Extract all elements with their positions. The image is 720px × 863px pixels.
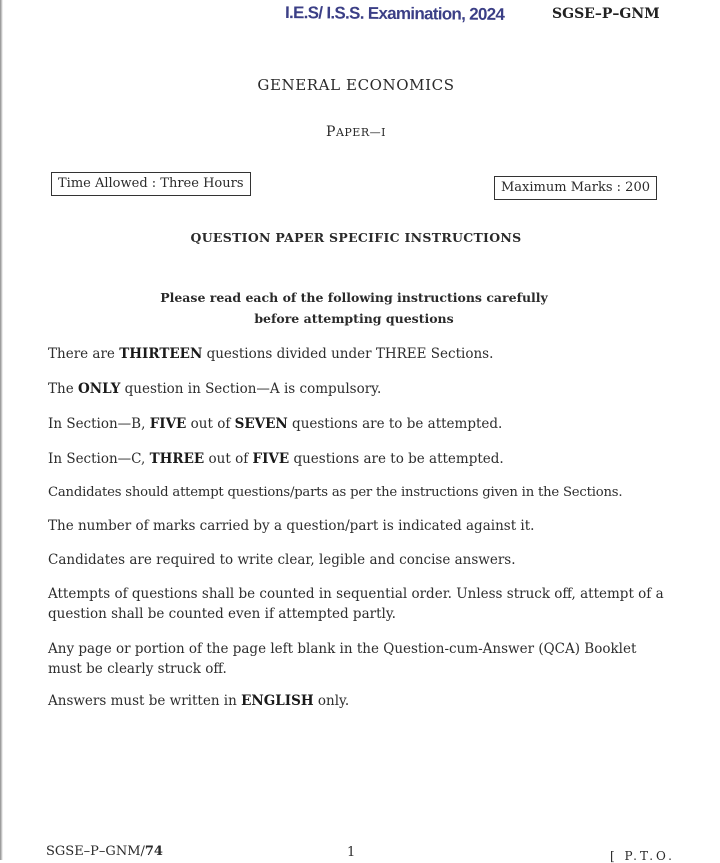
instruction-6 xyxy=(48,516,668,536)
instruction-text: Attempts of questions shall be counted in sequential order. Unless struck off, attempt of a question shall be counted even if attempted partly. xyxy=(48,586,664,622)
exam-stamp: I.E.S/ I.S.S. Examination, 2024 xyxy=(284,3,505,24)
instruction-emphasis: ENGLISH xyxy=(241,693,314,709)
instruction-text: out of xyxy=(204,451,253,467)
instruction-3 xyxy=(48,414,668,434)
instruction-text: The number of marks carried by a question/part is indicated against it. xyxy=(48,518,535,534)
please-read-line-2: before attempting questions xyxy=(254,311,454,326)
subject-title: GENERAL ECONOMICS xyxy=(257,76,455,94)
instruction-text: Any page or portion of the page left blank in the Question-cum-Answer (QCA) Booklet must be clearly struck off. xyxy=(48,641,637,677)
instruction-text: The xyxy=(48,381,78,397)
instruction-text: Answers must be written in xyxy=(48,693,242,709)
instruction-text: Candidates are required to write clear, legible and concise answers. xyxy=(48,552,516,568)
instruction-emphasis: THREE xyxy=(149,451,205,467)
time-allowed-box: Time Allowed : Three Hours xyxy=(51,172,251,196)
instruction-1 xyxy=(48,344,668,364)
paper-number xyxy=(0,124,712,140)
instruction-text: question in Section—A is compulsory. xyxy=(120,381,382,397)
instruction-text: questions are to be attempted. xyxy=(287,416,503,432)
instruction-5 xyxy=(48,483,688,503)
paper-prefix: P xyxy=(326,124,336,140)
instruction-text: Candidates should attempt questions/parts as per the instructions given in the Sections. xyxy=(48,485,623,500)
instructions-heading: QUESTION PAPER SPECIFIC INSTRUCTIONS xyxy=(190,230,522,245)
instruction-9 xyxy=(48,639,673,679)
instruction-4 xyxy=(48,449,668,469)
instruction-8 xyxy=(48,584,673,624)
instruction-emphasis: ONLY xyxy=(77,381,121,397)
instruction-10 xyxy=(48,691,668,711)
pto-note: [ P.T.O. xyxy=(610,849,675,863)
footer-code-number: 74 xyxy=(144,844,163,859)
instruction-7 xyxy=(48,550,668,570)
instruction-text: only. xyxy=(313,693,350,709)
instruction-text: In Section—B, xyxy=(48,416,150,432)
instruction-emphasis: FIVE xyxy=(252,451,290,467)
paper-rest: APER—I xyxy=(335,126,386,139)
instruction-2 xyxy=(48,379,668,399)
footer-code-text: SGSE–P–GNM/ xyxy=(46,844,145,859)
instruction-emphasis: SEVEN xyxy=(234,416,288,432)
page-number: 1 xyxy=(347,845,356,860)
paper-code: SGSE–P–GNM xyxy=(552,6,660,22)
instruction-text: There are xyxy=(48,346,120,362)
maximum-marks-box: Maximum Marks : 200 xyxy=(494,176,657,200)
instruction-text: questions divided under THREE Sections. xyxy=(202,346,494,362)
instruction-emphasis: FIVE xyxy=(149,416,187,432)
footer-paper-code xyxy=(46,844,163,859)
instruction-text: out of xyxy=(186,416,235,432)
please-read-line-1: Please read each of the following instructions carefully xyxy=(160,290,548,305)
please-read-note xyxy=(0,287,708,329)
instruction-text: questions are to be attempted. xyxy=(289,451,504,467)
instruction-text: In Section—C, xyxy=(48,451,150,467)
instruction-emphasis: THIRTEEN xyxy=(119,346,203,362)
